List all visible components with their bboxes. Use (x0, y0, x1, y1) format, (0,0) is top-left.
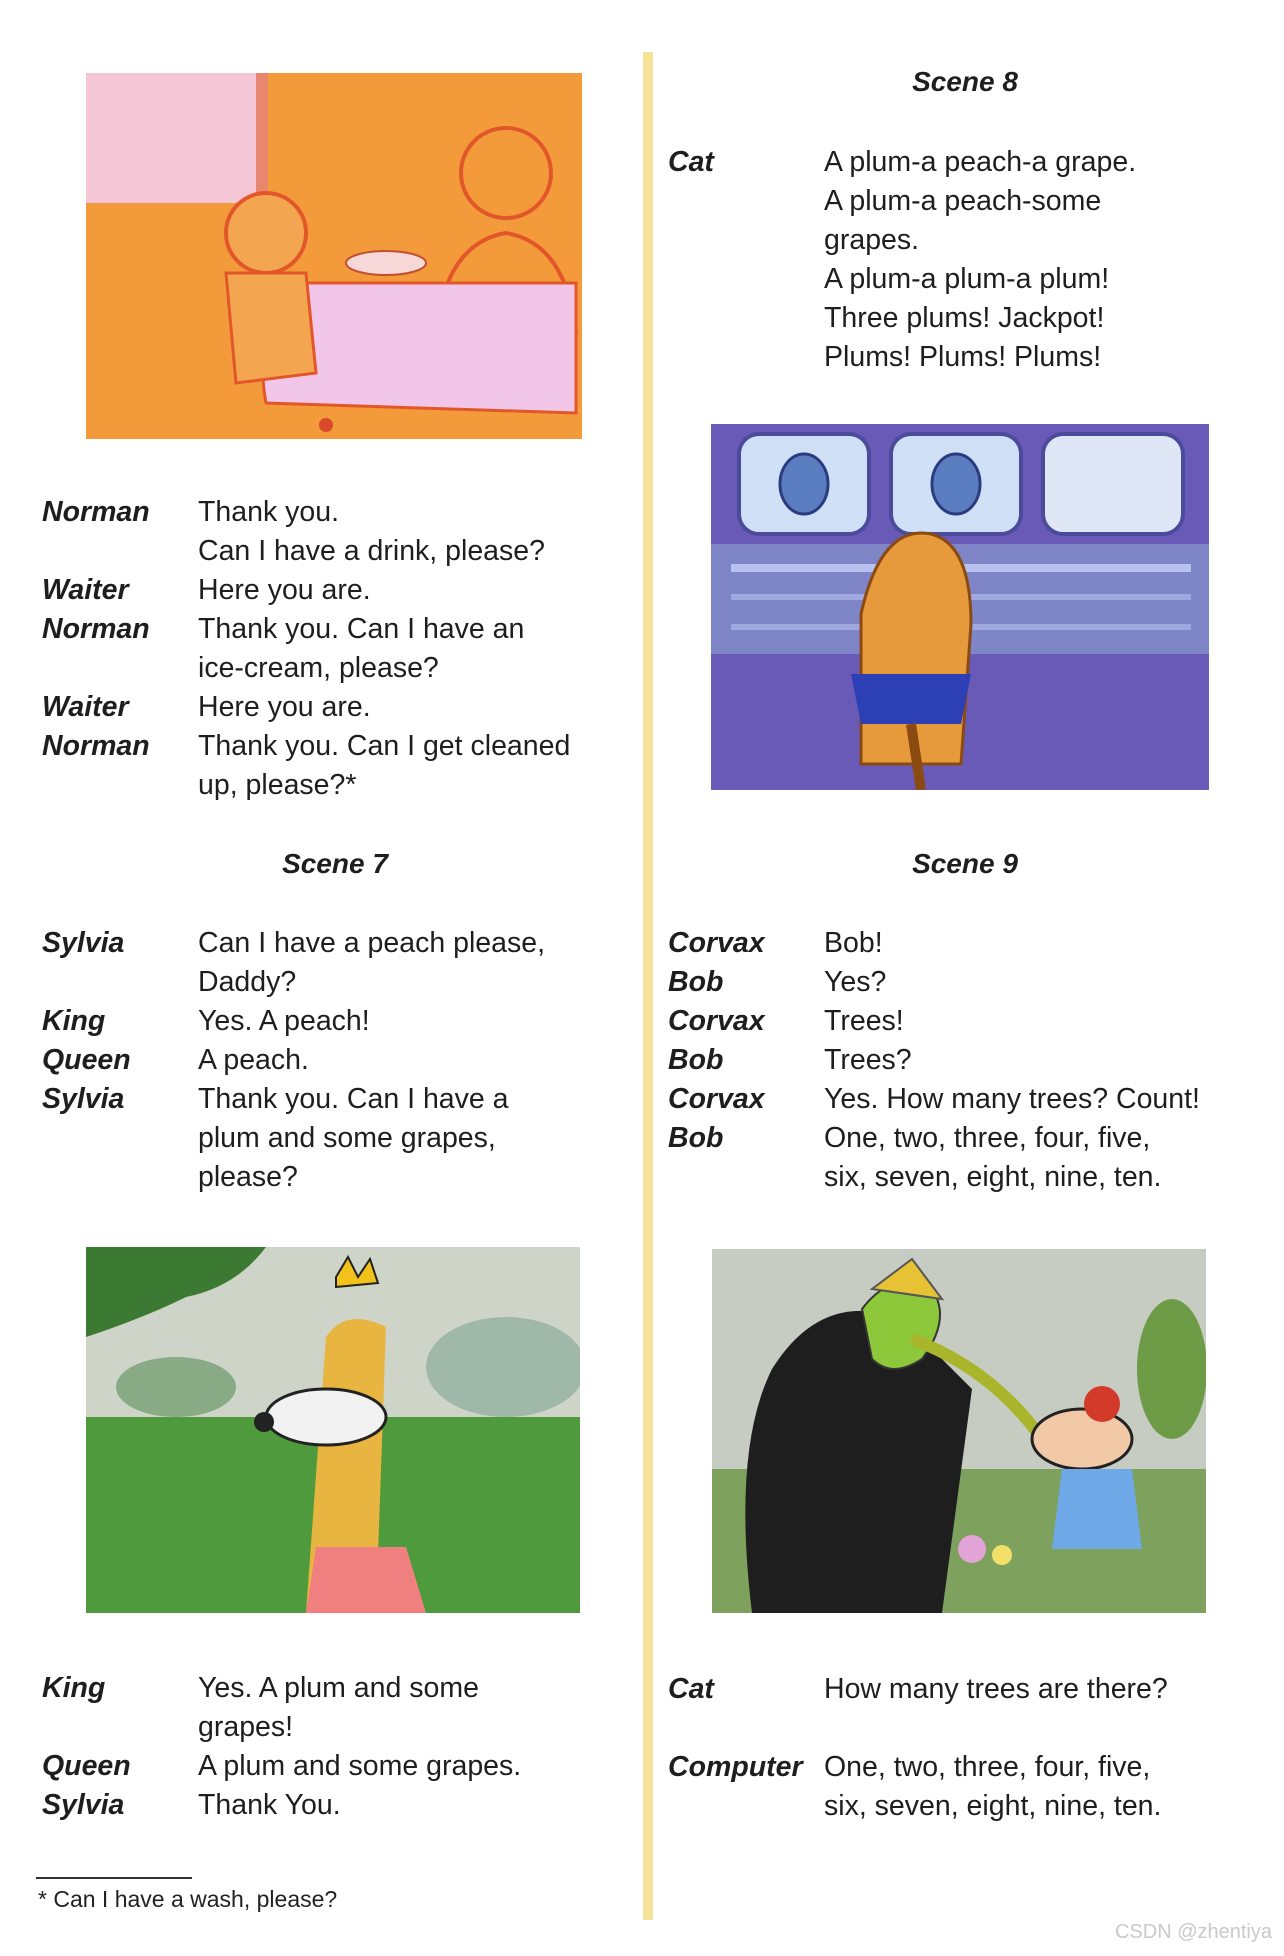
speaker-name: Queen (42, 1750, 131, 1782)
scene8-dialogue (668, 143, 1136, 377)
column-divider (643, 52, 653, 1920)
speech-text (824, 1748, 1168, 1826)
speech-line: please? (198, 1161, 298, 1193)
scene7-dialogue-continued (42, 1669, 521, 1825)
dialogue-line (42, 493, 570, 571)
dialogue-line (668, 1041, 1200, 1080)
speaker-name: Queen (42, 1044, 131, 1076)
speech-line: up, please?* (198, 769, 357, 801)
dialogue-line (668, 1080, 1200, 1119)
speaker-name: Norman (42, 730, 150, 762)
speech-text (824, 1670, 1168, 1709)
dialogue-line (668, 1748, 1168, 1826)
dialogue-line (42, 1002, 545, 1041)
speaker-name: Sylvia (42, 927, 125, 959)
dialogue-line (42, 1080, 545, 1197)
speech-text (824, 143, 1136, 377)
scene7-dialogue (42, 924, 545, 1197)
speech-text (824, 1080, 1200, 1119)
speech-line: Thank you. (198, 496, 339, 528)
speech-line: A plum and some grapes. (198, 1750, 522, 1782)
speech-text (824, 1002, 1200, 1041)
speech-text (198, 1747, 521, 1786)
dialogue-line (668, 143, 1136, 377)
speaker-name: Waiter (42, 691, 129, 723)
dialogue-line (668, 1119, 1200, 1197)
scene9-title: Scene 9 (912, 848, 1018, 879)
dialogue-line (42, 1669, 521, 1747)
footnote: * Can I have a wash, please? (38, 1886, 338, 1912)
speech-line: How many trees are there? (824, 1673, 1168, 1705)
speaker-name: Corvax (668, 1083, 765, 1115)
speech-text (824, 1041, 1200, 1080)
dialogue-line (668, 1002, 1200, 1041)
speech-text (198, 1786, 521, 1825)
speech-line: Here you are. (198, 574, 371, 606)
speaker-name: Norman (42, 613, 150, 645)
speech-line: Bob! (824, 927, 883, 959)
speech-text (198, 571, 570, 610)
dialogue-line (42, 727, 570, 805)
speech-text (198, 688, 570, 727)
speaker-name: Cat (668, 1673, 714, 1705)
speaker-name: Norman (42, 496, 150, 528)
speech-line: ice-cream, please? (198, 652, 439, 684)
speech-line: One, two, three, four, five, (824, 1122, 1151, 1154)
speech-line: Can I have a drink, please? (198, 535, 545, 567)
speech-line: grapes. (824, 224, 920, 256)
corvax-bob-illustration (712, 1249, 1206, 1613)
speech-text (198, 924, 545, 1002)
speech-line (824, 1709, 1168, 1748)
speaker-name: King (42, 1672, 106, 1704)
speech-line: Thank you. Can I have a (198, 1083, 509, 1115)
speech-line: Thank you. Can I get cleaned (198, 730, 571, 762)
dialogue-line (668, 963, 1200, 1002)
princess-park-illustration (86, 1247, 580, 1613)
dialogue-line (42, 924, 545, 1002)
speech-text (824, 963, 1200, 1002)
speech-line: A plum-a plum-a plum! (824, 263, 1110, 295)
speech-line: One, two, three, four, five, (824, 1751, 1151, 1783)
speaker-name: Bob (668, 966, 724, 998)
speech-line: six, seven, eight, nine, ten. (824, 1790, 1162, 1822)
speaker-name: Sylvia (42, 1083, 125, 1115)
dialogue-line-spacer (668, 1709, 1168, 1748)
speech-line: Thank You. (198, 1789, 341, 1821)
speech-line: grapes! (198, 1711, 294, 1743)
speaker-name: Bob (668, 1122, 724, 1154)
speech-text (198, 1002, 545, 1041)
restaurant-illustration (86, 73, 582, 439)
speech-line: six, seven, eight, nine, ten. (824, 1161, 1162, 1193)
speaker-name: Corvax (668, 1005, 765, 1037)
speech-line: Thank you. Can I have an (198, 613, 525, 645)
speech-text (198, 610, 570, 688)
cat-control-room-illustration (711, 424, 1209, 790)
speech-line: A plum-a peach-some (824, 185, 1102, 217)
speech-line: Plums! Plums! Plums! (824, 341, 1102, 373)
speech-text (824, 1709, 1168, 1748)
scene6-dialogue (42, 493, 570, 805)
dialogue-line (42, 1747, 521, 1786)
speech-line: Trees? (824, 1044, 912, 1076)
speech-text (198, 1669, 521, 1747)
dialogue-line (42, 1786, 521, 1825)
speech-text (198, 1041, 545, 1080)
dialogue-line (42, 610, 570, 688)
dialogue-line (42, 1041, 545, 1080)
scene8-title: Scene 8 (912, 66, 1018, 97)
speech-line: Yes? (824, 966, 887, 998)
speech-line: A plum-a peach-a grape. (824, 146, 1137, 178)
speaker-name: King (42, 1005, 106, 1037)
speech-line: Yes. A plum and some (198, 1672, 479, 1704)
scene7-title: Scene 7 (282, 848, 388, 879)
speech-line: A peach. (198, 1044, 309, 1076)
speaker-name: Cat (668, 146, 714, 178)
speech-line: Yes. How many trees? Count! (824, 1083, 1200, 1115)
scene9-dialogue (668, 924, 1200, 1197)
dialogue-line (668, 924, 1200, 963)
speaker-name: Corvax (668, 927, 765, 959)
speech-text (198, 493, 570, 571)
dialogue-line (668, 1670, 1168, 1709)
speaker-name: Bob (668, 1044, 724, 1076)
speaker-name: Sylvia (42, 1789, 125, 1821)
speech-line: plum and some grapes, (198, 1122, 496, 1154)
dialogue-line (42, 688, 570, 727)
speech-text (824, 1119, 1200, 1197)
speech-line: Three plums! Jackpot! (824, 302, 1105, 334)
speech-text (824, 924, 1200, 963)
speech-line: Can I have a peach please, (198, 927, 545, 959)
speech-line: Yes. A peach! (198, 1005, 370, 1037)
speech-line: Daddy? (198, 966, 297, 998)
speech-text (198, 1080, 545, 1197)
dialogue-line (42, 571, 570, 610)
footnote-rule (36, 1877, 192, 1879)
speaker-name: Computer (668, 1751, 803, 1783)
watermark: CSDN @zhentiya (1114, 1921, 1272, 1943)
scene9-dialogue-continued (668, 1670, 1168, 1826)
speaker-name (668, 1709, 824, 1748)
speech-line: Trees! (824, 1005, 904, 1037)
speaker-name: Waiter (42, 574, 129, 606)
speech-text (198, 727, 570, 805)
speech-line: Here you are. (198, 691, 371, 723)
